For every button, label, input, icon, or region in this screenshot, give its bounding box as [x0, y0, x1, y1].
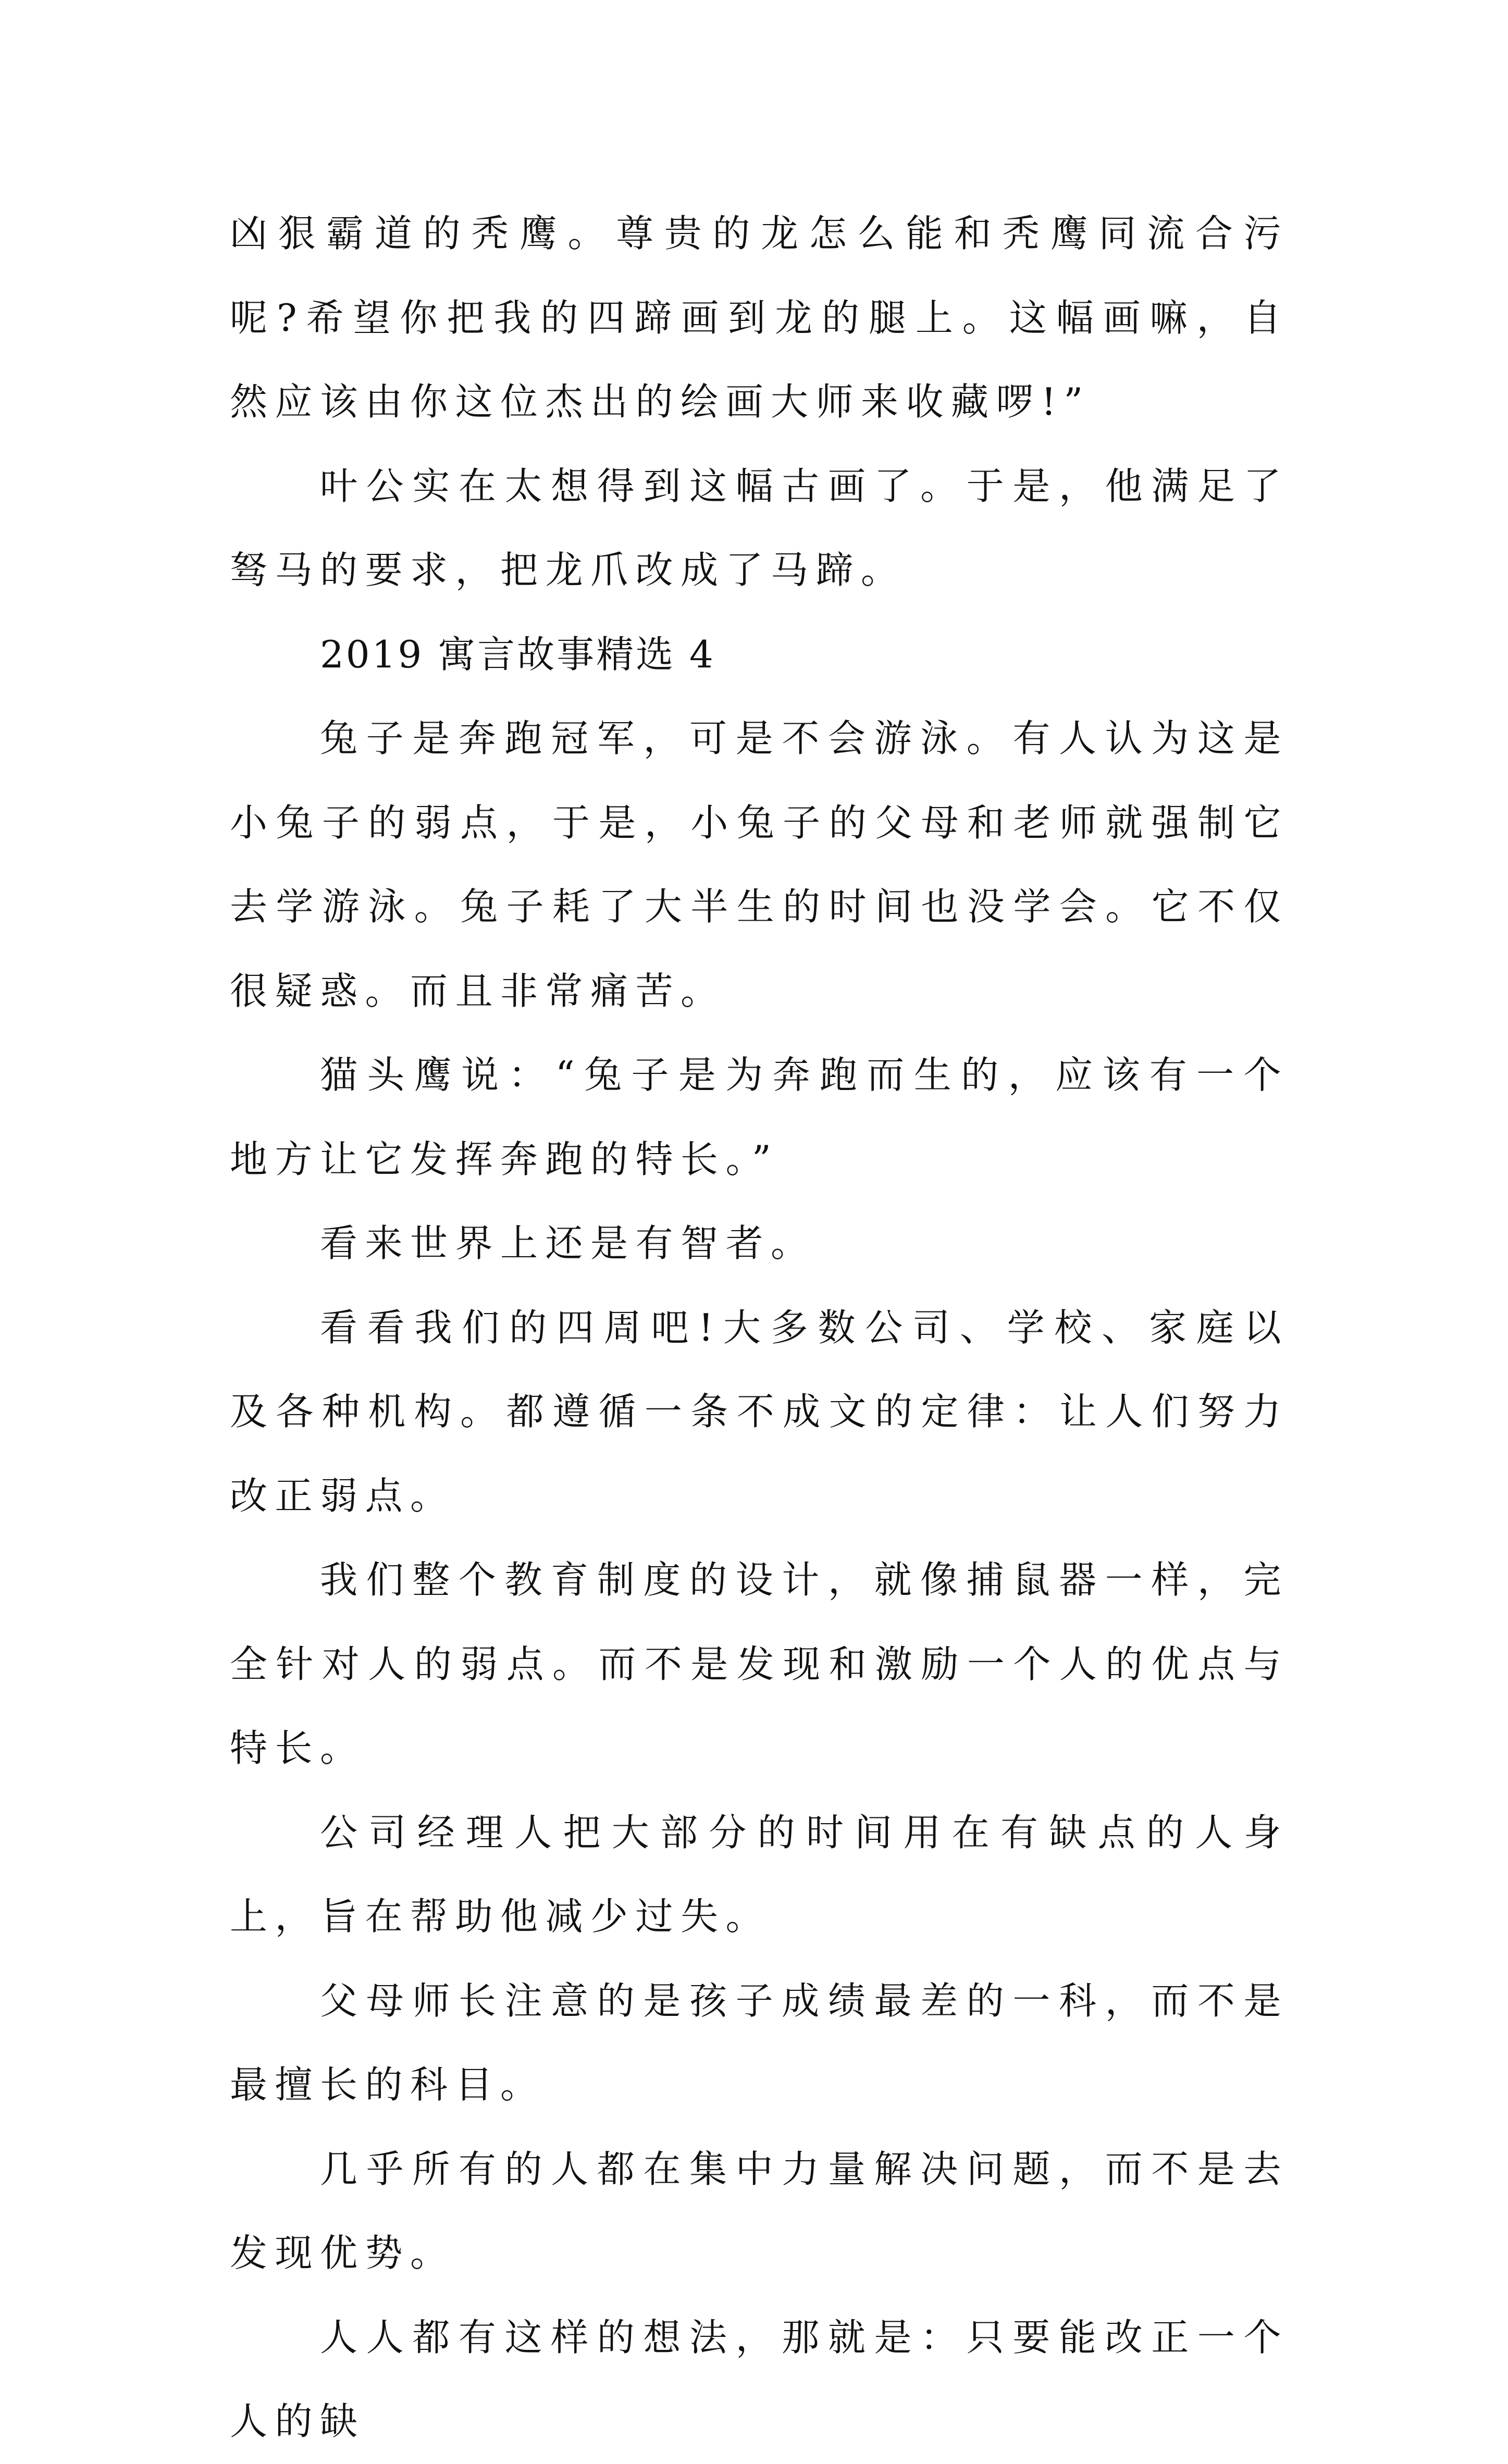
paragraph: 猫头鹰说：“兔子是为奔跑而生的，应该有一个地方让它发挥奔跑的特长。” [230, 1053, 1289, 1181]
paragraph-continuation: 凶狠霸道的秃鹰。尊贵的龙怎么能和秃鹰同流合污呢?希望你把我的四蹄画到龙的腿上。这幅画嘛，自然应该由你这位杰出的绘画大师来收藏啰!” [230, 212, 1289, 424]
paragraph: 人人都有这样的想法，那就是：只要能改正一个人的缺 [230, 2315, 1289, 2443]
document-body [230, 192, 1289, 2464]
section-heading: 2019 寓言故事精选 4 [320, 632, 715, 676]
paragraph: 我们整个教育制度的设计，就像捕鼠器一样，完全针对人的弱点。而不是发现和激励一个人的优点与特长。 [230, 1558, 1289, 1770]
paragraph: 叶公实在太想得到这幅古画了。于是，他满足了驽马的要求，把龙爪改成了马蹄。 [230, 464, 1289, 592]
paragraph: 兔子是奔跑冠军，可是不会游泳。有人认为这是小兔子的弱点，于是，小兔子的父母和老师就强制它去学游泳。兔子耗了大半生的时间也没学会。它不仅很疑惑。而且非常痛苦。 [230, 716, 1289, 1013]
paragraph: 看看我们的四周吧!大多数公司、学校、家庭以及各种机构。都遵循一条不成文的定律：让人们努力改正弱点。 [230, 1305, 1289, 1518]
paragraph: 公司经理人把大部分的时间用在有缺点的人身上，旨在帮助他减少过失。 [230, 1810, 1289, 1938]
paragraph: 几乎所有的人都在集中力量解决问题，而不是去发现优势。 [230, 2147, 1289, 2275]
paragraph: 看来世界上还是有智者。 [320, 1221, 816, 1265]
paragraph: 父母师长注意的是孩子成绩最差的一科，而不是最擅长的科目。 [230, 1978, 1289, 2107]
